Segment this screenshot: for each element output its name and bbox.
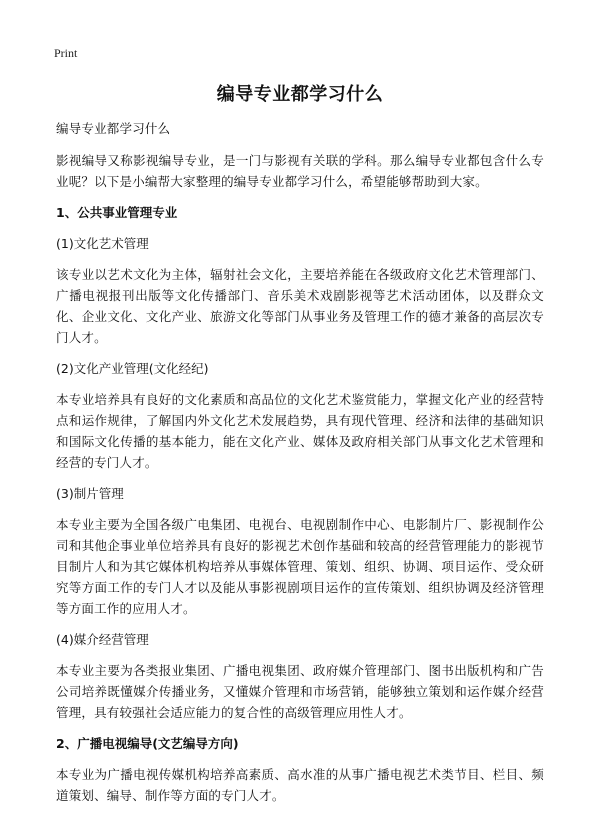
subsection-text-arts-management: 该专业以艺术文化为主体，辐射社会文化，主要培养能在各级政府文化艺术管理部门、广播电视报刊出版等文化传播部门、音乐美术戏剧影视等艺术活动团体，以及群众文化、企业文化、文化产业、旅游文化等部门从事业务及管理工作的德才兼备的高层次专门人才。 (56, 267, 544, 345)
subsection-heading-cultural-industry: (2)文化产业管理(文化经纪) (56, 361, 209, 376)
article-body (56, 118, 544, 816)
section-heading-2: 2、广播电视编导(文艺编导方向) (56, 736, 239, 751)
subsection-heading-production-management: (3)制片管理 (56, 486, 124, 501)
section-heading-1: 1、公共事业管理专业 (56, 205, 178, 220)
subsection-text-cultural-industry: 本专业培养具有良好的文化素质和高品位的文化艺术鉴赏能力，掌握文化产业的经营特点和运作规律，了解国内外文化艺术发展趋势，具有现代管理、经济和法律的基础知识和国际文化传播的基本能力，能在文化产业、媒体及政府相关部门从事文化艺术管理和经营的专门人才。 (56, 392, 544, 470)
section-text-2: 本专业为广播电视传媒机构培养高素质、高水准的从事广播电视艺术类节目、栏目、频道策划、编导、制作等方面的专门人才。 (56, 767, 544, 803)
print-label[interactable]: Print (54, 46, 78, 60)
article-subtitle: 编导专业都学习什么 (56, 121, 171, 136)
subsection-heading-arts-management: (1)文化艺术管理 (56, 236, 149, 251)
page-title: 编导专业都学习什么 (216, 84, 384, 105)
subsection-text-media-management: 本专业主要为各类报业集团、广播电视集团、政府媒介管理部门、图书出版机构和广告公司培养既懂媒介传播业务，又懂媒介管理和市场营销，能够独立策划和运作媒介经营管理，具有较强社会适应能力的复合性的高级管理应用性人才。 (56, 663, 544, 720)
subsection-text-production-management: 本专业主要为全国各级广电集团、电视台、电视剧制作中心、电影制片厂、影视制作公司和其他企事业单位培养具有良好的影视艺术创作基础和较高的经营管理能力的影视节目制片人和为其它媒体机构培养从事媒体管理、策划、组织、协调、项目运作、受众研究等方面工作的专门人才以及能从事影视剧项目运作的宣传策划、组织协调及经济管理等方面工作的应用人才。 (56, 517, 544, 616)
subsection-heading-media-management: (4)媒介经营管理 (56, 632, 149, 647)
intro-paragraph: 影视编导又称影视编导专业，是一门与影视有关联的学科。那么编导专业都包含什么专业呢？以下是小编帮大家整理的编导专业都学习什么，希望能够帮助到大家。 (56, 153, 544, 189)
